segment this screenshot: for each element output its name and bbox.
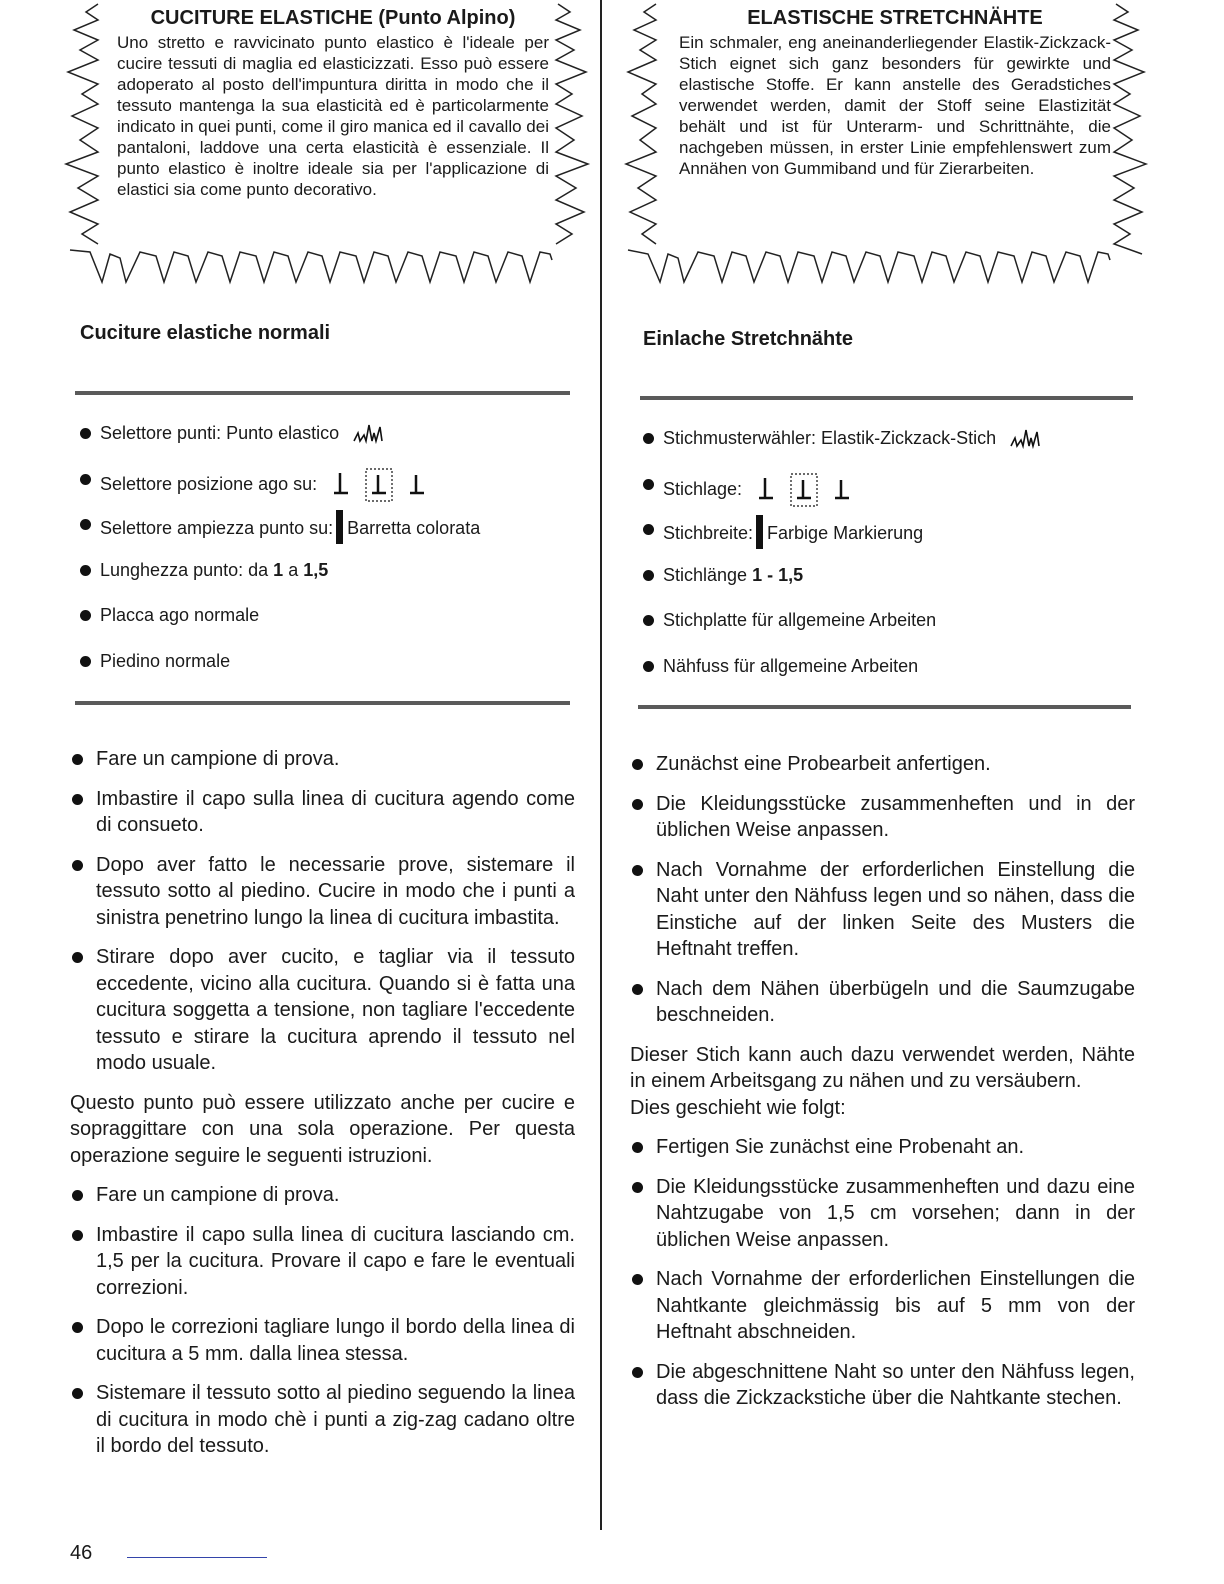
settings-list bbox=[78, 421, 588, 694]
steps-list bbox=[630, 1134, 1135, 1412]
setting-plate: Stichplatte für allgemeine Arbeiten bbox=[641, 608, 1151, 654]
list-item: Stirare dopo aver cucito, e tagliar via il tessuto eccedente, vicino alla cucitura. Quando si è fatta una cucitura soggetta a tensione, non tagliare l'eccedente tessuto e stirare la cucitura aprendo il tessuto nel modo usuale. bbox=[70, 944, 575, 1077]
steps-list bbox=[70, 746, 575, 1077]
bullet-icon bbox=[72, 1190, 83, 1201]
bullet-icon bbox=[643, 433, 654, 444]
setting-length: Lunghezza punto: da 1 a 1,5 bbox=[78, 558, 588, 604]
setting-needle: Selettore posizione ago su: bbox=[78, 467, 588, 513]
list-item: Die abgeschnittene Naht so unter den Nähfuss legen, dass die Zickzackstiche über die Nahtkante stechen. bbox=[630, 1359, 1135, 1412]
steps-list bbox=[630, 751, 1135, 1029]
list-item: Fare un campione di prova. bbox=[70, 1182, 575, 1209]
footer-line bbox=[127, 1557, 267, 1558]
bullet-icon bbox=[72, 754, 83, 765]
bullet-icon bbox=[72, 794, 83, 805]
list-item: Fertigen Sie zunächst eine Probenaht an. bbox=[630, 1134, 1135, 1161]
setting-foot: Nähfuss für allgemeine Arbeiten bbox=[641, 654, 1151, 700]
setting-foot: Piedino normale bbox=[78, 649, 588, 695]
bullet-icon bbox=[643, 479, 654, 490]
paragraph: Dies geschieht wie folgt: bbox=[630, 1096, 846, 1119]
instructions bbox=[70, 746, 575, 1473]
list-item: Nach dem Nähen überbügeln und die Saumzugabe beschneiden. bbox=[630, 976, 1135, 1029]
setting-length: Stichlänge 1 - 1,5 bbox=[641, 563, 1151, 609]
divider-rule bbox=[640, 396, 1133, 400]
instructions bbox=[630, 751, 1135, 1425]
section-heading: Einlache Stretchnähte bbox=[643, 328, 854, 350]
setting-width: Stichbreite: Farbige Markierung bbox=[641, 517, 1151, 563]
list-item: Imbastire il capo sulla linea di cucitura agendo come di consueto. bbox=[70, 786, 575, 839]
setting-width: Selettore ampiezza punto su: Barretta colorata bbox=[78, 512, 588, 558]
bullet-icon bbox=[632, 865, 643, 876]
paragraph: Dieser Stich kann auch dazu verwendet werden, Nähte in einem Arbeitsgang zu nähen und zu versäubern. bbox=[630, 1043, 1135, 1092]
list-item: Nach Vornahme der erforderlichen Einstellungen die Nahtkante gleichmässig bis auf 5 mm von der Heftnaht abschneiden. bbox=[630, 1266, 1135, 1346]
bullet-icon bbox=[80, 565, 91, 576]
settings-list bbox=[641, 426, 1151, 699]
box-text: Uno stretto e ravvicinato punto elastico è l'ideale per cucire tessuti di maglia ed elasticizzati. Esso può essere adoperato al posto dell'impuntura diritta in modo che il tessuto mantenga la sua elasticità ed è particolarmente indicato in quei punti, come il giro manica ed il cavallo dei pantaloni, laddove una certa elasticità è essenziale. Il punto elastico è inoltre ideale sia per l'applicazione di elastici sia come punto decorativo. bbox=[117, 33, 549, 199]
german-column bbox=[622, 0, 1162, 1409]
bullet-icon bbox=[72, 1322, 83, 1333]
list-item: Imbastire il capo sulla linea di cucitura lasciando cm. 1,5 per la cucitura. Provare il capo e fare le eventuali correzioni. bbox=[70, 1222, 575, 1302]
bullet-icon bbox=[80, 519, 91, 530]
bullet-icon bbox=[632, 1274, 643, 1285]
box-title: CUCITURE ELASTICHE (Punto Alpino) bbox=[150, 7, 516, 29]
bullet-icon bbox=[643, 615, 654, 626]
bullet-icon bbox=[632, 984, 643, 995]
list-item: Dopo le correzioni tagliare lungo il bordo della linea di cucitura a 5 mm. dalla linea stessa. bbox=[70, 1314, 575, 1367]
intro-box bbox=[60, 0, 600, 300]
divider-rule bbox=[638, 705, 1131, 709]
paragraph: Questo punto può essere utilizzato anche per cucire e sopraggittare con una sola operazione. Per questa operazione seguire le seguenti istruzioni. bbox=[70, 1091, 575, 1167]
setting-needle: Stichlage: bbox=[641, 472, 1151, 518]
bullet-icon bbox=[80, 428, 91, 439]
bullet-icon bbox=[643, 524, 654, 535]
box-title: ELASTISCHE STRETCHNÄHTE bbox=[747, 7, 1043, 29]
bullet-icon bbox=[80, 474, 91, 485]
bullet-icon bbox=[632, 1367, 643, 1378]
list-item: Die Kleidungsstücke zusammenheften und dazu eine Nahtzugabe von 1,5 cm vorsehen; dann in der üblichen Weise anpassen. bbox=[630, 1174, 1135, 1254]
bullet-icon bbox=[632, 1182, 643, 1193]
bullet-icon bbox=[632, 799, 643, 810]
list-item: Fare un campione di prova. bbox=[70, 746, 575, 773]
steps-list bbox=[70, 1182, 575, 1460]
bullet-icon bbox=[72, 952, 83, 963]
bullet-icon bbox=[643, 570, 654, 581]
bullet-icon bbox=[80, 610, 91, 621]
bullet-icon bbox=[72, 1388, 83, 1399]
bullet-icon bbox=[643, 661, 654, 672]
divider-rule bbox=[75, 391, 570, 395]
elastic-stitch-icon bbox=[1009, 426, 1041, 452]
list-item: Die Kleidungsstücke zusammenheften und in der üblichen Weise anpassen. bbox=[630, 791, 1135, 844]
needle-position-icon bbox=[330, 467, 430, 503]
section-heading: Cuciture elastiche normali bbox=[80, 322, 331, 344]
setting-stitch: Stichmusterwähler: Elastik-Zickzack-Stich bbox=[641, 426, 1151, 472]
color-bar-icon bbox=[336, 510, 343, 544]
elastic-stitch-icon bbox=[352, 421, 384, 447]
needle-position-icon bbox=[755, 472, 855, 508]
bullet-icon bbox=[72, 1230, 83, 1241]
bullet-icon bbox=[632, 1142, 643, 1153]
intro-box-content bbox=[117, 6, 549, 200]
intro-box-content bbox=[679, 6, 1111, 179]
setting-plate: Placca ago normale bbox=[78, 603, 588, 649]
page-number: 46 bbox=[70, 1542, 93, 1564]
bullet-icon bbox=[632, 759, 643, 770]
italian-column bbox=[60, 0, 600, 1457]
list-item: Dopo aver fatto le necessarie prove, sistemare il tessuto sotto al piedino. Cucire in modo che i punti a sinistra penetrino lungo la linea di cucitura imbastita. bbox=[70, 852, 575, 932]
list-item: Zunächst eine Probearbeit anfertigen. bbox=[630, 751, 1135, 778]
setting-stitch: Selettore punti: Punto elastico bbox=[78, 421, 588, 467]
bullet-icon bbox=[72, 860, 83, 871]
box-text: Ein schmaler, eng aneinanderliegender Elastik-Zickzack-Stich eignet sich ganz besonders für gewirkte und elastische Stoffe. Er kann anstelle des Geradstiches verwendet werden, damit der Stoff seine Elastizität behält und ist für Unterarm- und Schrittnähte, die nachgeben müssen, in erster Linie empfehlenswert zum Annähen von Gummiband und für Zierarbeiten. bbox=[679, 33, 1111, 178]
color-bar-icon bbox=[756, 515, 763, 549]
divider-rule bbox=[75, 701, 570, 705]
intro-box bbox=[622, 0, 1162, 300]
column-divider bbox=[600, 0, 602, 1530]
list-item: Nach Vornahme der erforderlichen Einstellung die Naht unter den Nähfuss legen und so nähen, dass die Einstiche auf der linken Seite des Musters die Heftnaht treffen. bbox=[630, 857, 1135, 963]
list-item: Sistemare il tessuto sotto al piedino seguendo la linea di cucitura in modo chè i punti a zig-zag cadano oltre il bordo del tessuto. bbox=[70, 1380, 575, 1460]
bullet-icon bbox=[80, 656, 91, 667]
